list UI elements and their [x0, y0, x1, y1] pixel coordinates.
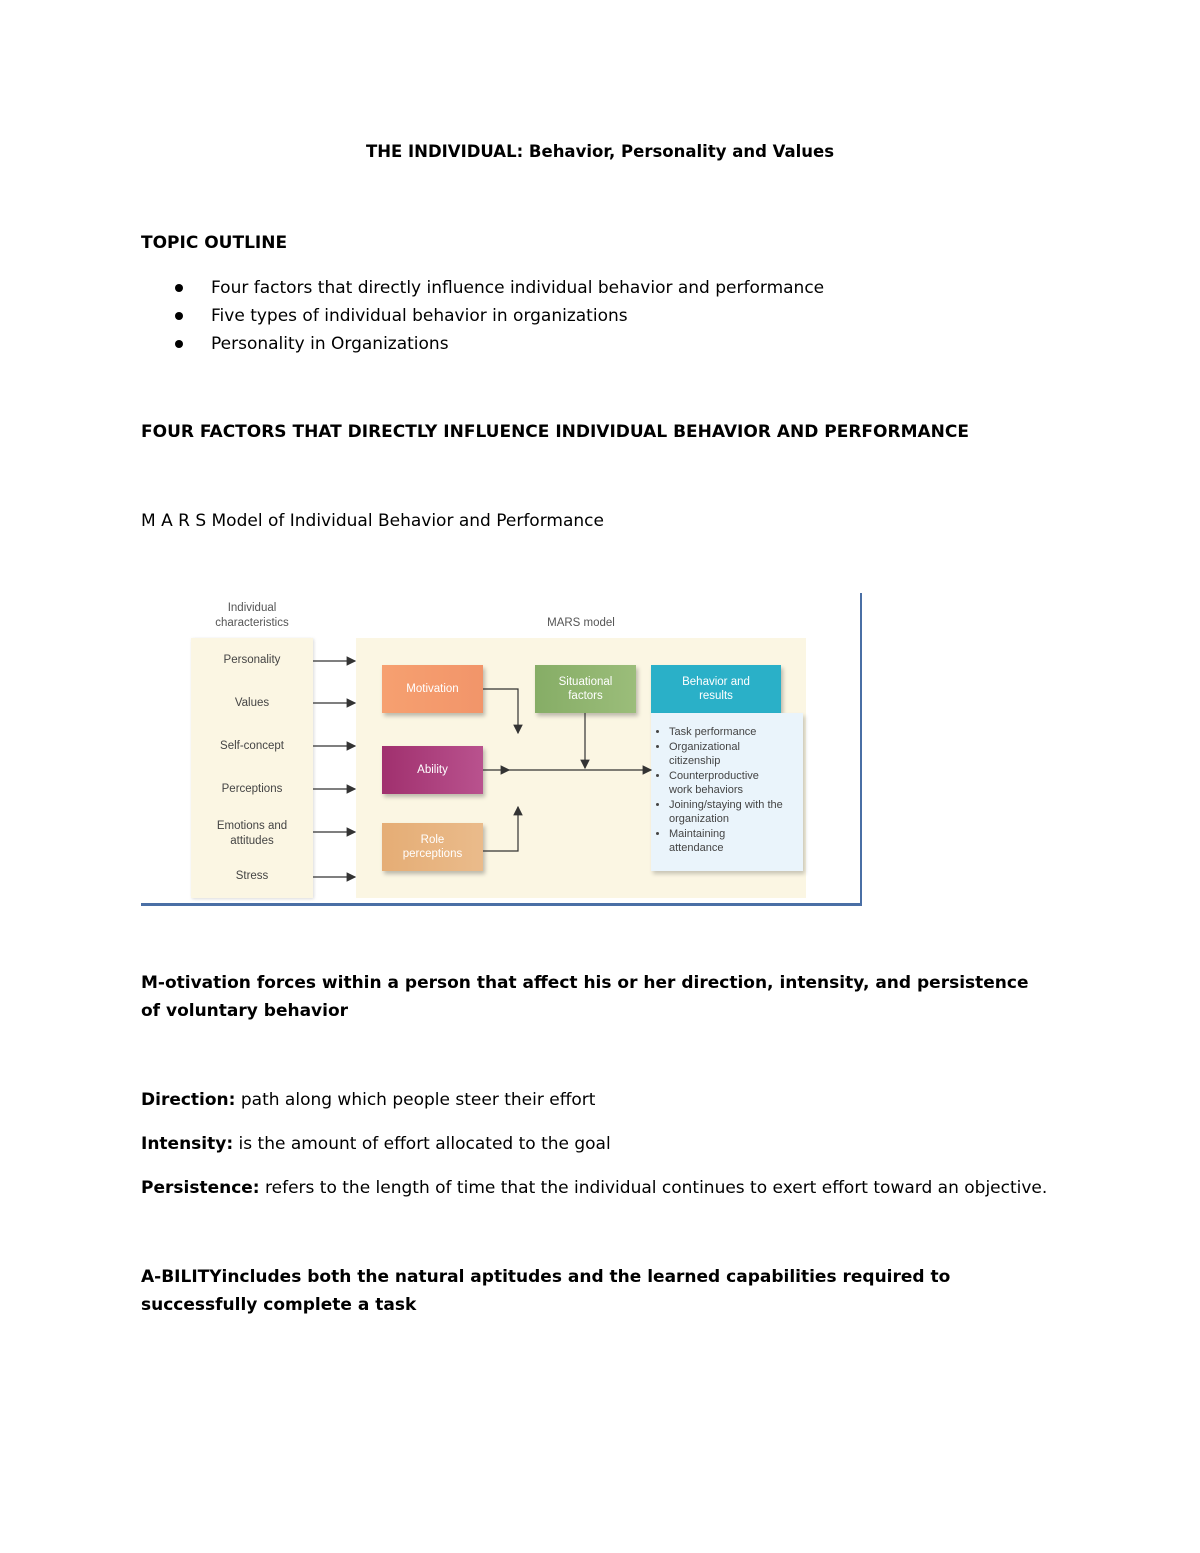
model-caption: M A R S Model of Individual Behavior and Performance: [141, 511, 604, 531]
figure-canvas: [141, 593, 860, 903]
bullet-icon: [175, 284, 183, 292]
characteristic-perceptions: Perceptions: [221, 783, 283, 795]
figure-arrows: [141, 593, 860, 903]
bullet-icon: [175, 312, 183, 320]
situational-factors-box: Situational factors: [535, 665, 636, 713]
characteristic-values: Values: [234, 697, 270, 709]
mars-model-figure: [141, 593, 862, 906]
figure-frame-bottom: [141, 903, 862, 906]
individual-characteristics-label: Individual characteristics: [215, 602, 289, 629]
definition-term: Direction:: [141, 1090, 236, 1110]
definition-text: is the amount of effort allocated to the goal: [233, 1134, 611, 1154]
outline-item-text: Five types of individual behavior in organizations: [211, 306, 628, 326]
list-item: • Counterproductive work behaviors: [669, 769, 777, 798]
definition-text: path along which people steer their effort: [235, 1090, 596, 1110]
list-item: [141, 274, 824, 302]
list-item: • Joining/staying with the organization: [669, 798, 784, 827]
characteristic-personality: Personality: [223, 654, 281, 666]
document-title: THE INDIVIDUAL: Behavior, Personality and Values: [365, 142, 835, 161]
section-heading: FOUR FACTORS THAT DIRECTLY INFLUENCE INDIVIDUAL BEHAVIOR AND PERFORMANCE: [141, 422, 969, 442]
motivation-box: Motivation: [382, 665, 483, 713]
characteristic-self-concept: Self-concept: [220, 740, 284, 752]
definition-persistence: [141, 1174, 1047, 1202]
bullet-icon: [175, 340, 183, 348]
role-perceptions-box: Role perceptions: [382, 823, 483, 871]
list-item: • Task performance: [669, 725, 803, 740]
mars-model-label: MARS model: [547, 617, 615, 629]
list-item: [141, 302, 824, 330]
characteristic-emotions: Emotions and attitudes: [216, 820, 288, 847]
arrow-motivation: [483, 689, 518, 733]
figure-frame-right: [860, 593, 862, 906]
definition-intensity: [141, 1130, 611, 1158]
list-item: • Maintaining attendance: [669, 827, 749, 856]
definition-term: Persistence:: [141, 1178, 260, 1198]
outline-item-text: Four factors that directly influence individual behavior and performance: [211, 278, 825, 298]
behavior-results-box: Behavior and results: [651, 665, 781, 713]
ability-box: Ability: [382, 746, 483, 794]
topic-outline-list: [141, 274, 824, 358]
motivation-paragraph: M-otivation forces within a person that affect his or her direction, intensity, and persistence of voluntary behavior: [141, 973, 1029, 1021]
arrow-role: [483, 807, 518, 851]
list-item: • Organizational citizenship: [669, 740, 759, 769]
outline-heading: TOPIC OUTLINE: [141, 233, 288, 253]
definition-direction: [141, 1086, 595, 1114]
definition-term: Intensity:: [141, 1134, 234, 1154]
ability-paragraph: A-BILITYincludes both the natural aptitudes and the learned capabilities required to successfully complete a task: [141, 1267, 951, 1315]
outline-item-text: Personality in Organizations: [211, 334, 449, 354]
definition-text: refers to the length of time that the individual continues to exert effort toward an objective.: [259, 1178, 1048, 1198]
characteristic-stress: Stress: [235, 870, 269, 882]
list-item: [141, 330, 824, 358]
